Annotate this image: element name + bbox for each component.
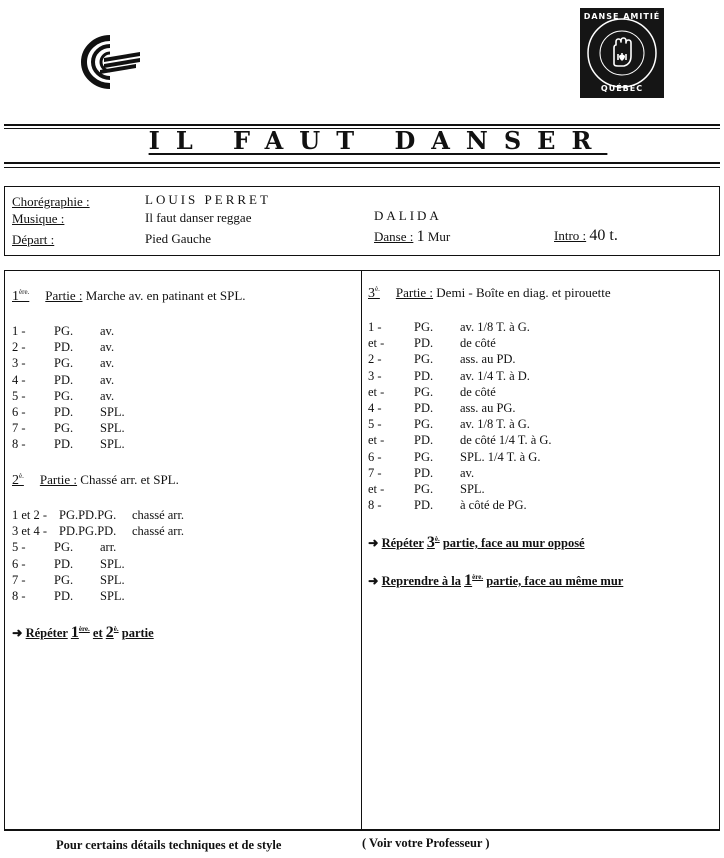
step-foot: PG. (54, 388, 74, 403)
step-count: 8 - (368, 498, 382, 513)
step-count: 8 - (12, 437, 26, 452)
part1-desc: Marche av. en patinant et SPL. (85, 288, 246, 303)
step-move: av. 1/8 T. à G. (460, 320, 530, 334)
step-foot: PD. (414, 465, 434, 480)
seal-bottom-text: QUÉBEC (600, 84, 644, 93)
step-foot: PD. (54, 372, 74, 387)
step-foot: PG. (414, 320, 434, 334)
start-foot: Pied Gauche (145, 231, 212, 246)
step-move: av. 1/8 T. à G. (460, 417, 530, 432)
repeat-parts-note: ➜ Répéter $1^{ère.}$ et $2^{è.}$ partie (12, 624, 154, 641)
step-count: 4 - (12, 372, 26, 387)
step-move: av. (100, 388, 115, 403)
step-foot: PD. (414, 433, 434, 448)
step-move: SPL. (100, 556, 125, 571)
column-divider (361, 270, 362, 830)
step-foot: PG.PD.PG. (59, 508, 117, 522)
footer-rule (4, 830, 720, 831)
part1-label: Partie : (45, 288, 83, 303)
step-count: et - (368, 384, 385, 399)
step-count: 6 - (12, 556, 26, 571)
step-count: 5 - (12, 388, 26, 403)
step-move: chassé arr. (132, 524, 185, 539)
info-box (4, 186, 720, 256)
step-move: av. 1/4 T. à D. (460, 368, 530, 383)
step-move: ass. au PD. (460, 352, 516, 367)
intro-label: Intro : (554, 228, 587, 243)
step-move: av. (460, 465, 475, 480)
step-count: 2 - (368, 352, 382, 367)
step-count: 3 - (368, 368, 382, 383)
step-count: 7 - (12, 572, 26, 587)
step-count: et - (368, 433, 385, 448)
step-move: chassé arr. (132, 508, 185, 522)
step-count: 5 - (368, 417, 382, 432)
step-count: 6 - (12, 405, 26, 419)
step-foot: PD. (414, 336, 434, 351)
step-count: et - (368, 482, 385, 496)
step-move: av. (100, 372, 115, 387)
start-label: Départ : (12, 232, 55, 247)
artist-name: DALIDA (374, 208, 442, 223)
page-title: IL FAUT DANSER (148, 126, 608, 155)
step-move: SPL. (100, 405, 125, 419)
step-move: SPL. 1/4 T. à G. (460, 449, 541, 464)
step-foot: PD. (414, 401, 434, 415)
step-count: 1 et 2 - (12, 508, 48, 522)
step-foot: PG. (54, 324, 74, 338)
seal-top-text: DANSE AMITIÉ (583, 12, 661, 21)
part1-number: $1^{ère.}$ (12, 288, 30, 304)
dance-count: 1 (416, 228, 425, 245)
step-count: 7 - (12, 421, 26, 436)
part3-desc: Demi - Boîte en diag. et pirouette (436, 285, 611, 300)
step-foot: PD. (54, 437, 74, 452)
footer-text: Pour certains détails techniques et de style (56, 838, 282, 852)
step-foot: PD. (54, 589, 74, 603)
part2-label: Partie : (39, 472, 78, 487)
title-bottom-rule-thin (4, 167, 720, 168)
step-move: à côté de PG. (460, 498, 527, 513)
step-move: SPL. (100, 421, 125, 436)
step-foot: PD. (54, 556, 74, 571)
step-count: 2 - (12, 340, 26, 355)
step-foot: PG. (414, 449, 434, 464)
music-title: Il faut danser reggae (145, 210, 252, 225)
dance-unit: Mur (427, 229, 451, 244)
step-foot: PG. (414, 384, 434, 399)
step-foot: PD. (414, 498, 434, 513)
step-count: 4 - (368, 401, 382, 415)
step-foot: PD. (54, 340, 74, 355)
step-move: de côté (460, 336, 496, 351)
step-count: 8 - (12, 589, 26, 603)
step-foot: PG. (414, 352, 434, 367)
step-foot: PG. (54, 356, 74, 371)
step-count: 3 et 4 - (12, 524, 48, 539)
step-move: av. (100, 324, 115, 338)
step-foot: PD. (54, 405, 74, 419)
step-move: SPL. (460, 482, 485, 496)
intro-block (554, 227, 618, 245)
step-move: SPL. (100, 437, 125, 452)
step-foot: PG. (54, 421, 74, 436)
step-move: de côté 1/4 T. à G. (460, 433, 552, 448)
step-count: 6 - (368, 449, 382, 464)
choreographer-name: LOUIS PERRET (145, 192, 271, 207)
part1-title (12, 288, 246, 305)
restart-note: ➜ Reprendre à la $1^{ère.}$ partie, face au même mur (368, 572, 624, 589)
step-count: 1 - (368, 320, 382, 334)
step-move: ass. au PG. (460, 401, 516, 415)
dance-walls (374, 228, 450, 246)
step-move: SPL. (100, 589, 125, 603)
quebec-seal-logo (580, 8, 664, 98)
repeat-part3-note: ➜ Répéter $3^{è.}$ partie, face au mur opposé (368, 534, 585, 551)
step-move: av. (100, 356, 115, 371)
step-count: 5 - (12, 540, 26, 555)
arrow-right-icon: ➜ (368, 574, 379, 588)
choreography-label: Chorégraphie : (12, 194, 90, 209)
dance-label: Danse : (374, 229, 414, 244)
step-move: de côté (460, 384, 496, 399)
step-count: 3 - (12, 356, 26, 371)
step-foot: PG. (54, 572, 74, 587)
step-foot: PD.PG.PD. (59, 524, 117, 539)
part2-number: $2^{è.}$ (12, 472, 24, 488)
arrow-right-icon: ➜ (12, 626, 23, 640)
title-bottom-rule (4, 162, 720, 164)
step-foot: PG. (54, 540, 74, 555)
arrow-right-icon: ➜ (368, 536, 379, 550)
part3-label: Partie : (395, 285, 434, 300)
part2-desc: Chassé arr. et SPL. (80, 472, 179, 487)
step-move: av. (100, 340, 115, 355)
part3-title (368, 285, 611, 302)
part2-title (12, 472, 179, 489)
step-count: 1 - (12, 324, 26, 338)
part3-number: $3^{è.}$ (368, 285, 380, 301)
step-foot: PG. (414, 482, 434, 496)
step-move: arr. (100, 540, 117, 555)
step-count: 7 - (368, 465, 382, 480)
step-move: SPL. (100, 572, 125, 587)
stylized-c-logo-icon (70, 30, 150, 92)
footer-paren: ( Voir votre Professeur ) (362, 836, 490, 850)
music-label: Musique : (12, 211, 65, 226)
step-foot: PG. (414, 417, 434, 432)
step-foot: PD. (414, 368, 434, 383)
intro-value: 40 t. (589, 227, 618, 244)
step-count: et - (368, 336, 385, 351)
